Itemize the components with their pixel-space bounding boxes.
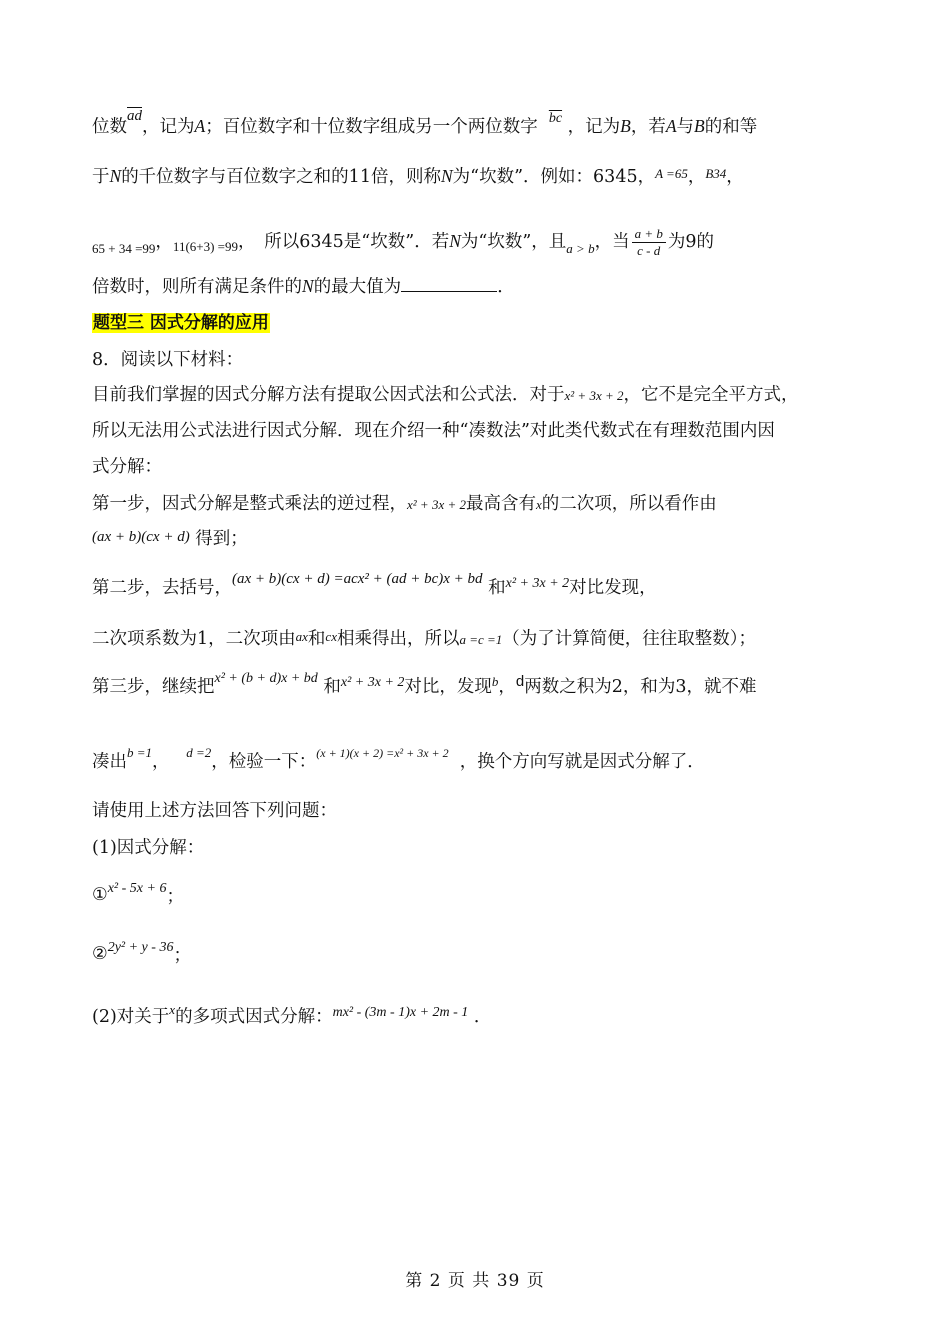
text: ，若 (630, 117, 666, 137)
question-8: 8．阅读以下材料： (92, 350, 244, 370)
text: 倍数时，则所有满足条件的 (92, 277, 302, 297)
math-cx: cx (325, 629, 337, 644)
text: 为“坎数”，且 (460, 232, 567, 252)
text: 目前我们掌握的因式分解方法有提取公因式法和公式法．对于 (92, 385, 565, 405)
math-A: A (665, 116, 677, 136)
text: (2)对关于 (92, 1007, 170, 1027)
math-expr: x² + 3x + 2 (407, 497, 466, 512)
step-3b (92, 745, 705, 775)
math-expr: 2y² + y - 36 (107, 940, 174, 955)
text: 和 (323, 677, 341, 697)
step-2b (92, 627, 756, 652)
math-eq: 11(6+3) =99 (172, 239, 239, 254)
question-2 (92, 1002, 492, 1031)
text: 位数 (92, 117, 127, 137)
step-1 (92, 492, 717, 517)
text: 第二步，去括号， (92, 578, 232, 598)
text: ，换个方向写就是因式分解了． (459, 752, 705, 772)
math-bc: bc (548, 111, 563, 126)
math-expr: x² + 3x + 2 (340, 675, 405, 690)
text: ，它不是完全平方式， (623, 385, 799, 405)
material-line-2: 所以无法用公式法进行因式分解．现在介绍一种“凑数法”对此类代数式在有理数范围内因 (92, 421, 775, 441)
section-title (92, 311, 270, 335)
text: 和 (488, 578, 506, 598)
text: 的二次项，所以看作由 (541, 494, 717, 514)
math-expr: (ax + b)(cx + d) =acx² + (ad + bc)x + bd (232, 571, 483, 587)
step-3 (92, 671, 757, 701)
math-cond: a > b (566, 241, 595, 256)
para-line-2 (92, 164, 744, 190)
math-B: B (620, 116, 631, 136)
page-footer: 第 2 页 共 39 页 (405, 1271, 545, 1291)
math-N: N (302, 276, 314, 296)
math-x: x (535, 497, 542, 512)
text: 的最大值为 (313, 277, 402, 297)
text: ；百位数字和十位数字组成另一个两位数字 (205, 117, 538, 137)
text: ； (166, 887, 184, 907)
text: 得到； (195, 529, 248, 549)
fraction-denominator: c - d (637, 243, 661, 258)
answer-blank (401, 275, 497, 292)
math-expr: mx² - (3m - 1)x + 2m - 1 (332, 1005, 469, 1020)
text: ； (173, 946, 191, 966)
math-A: A (194, 116, 206, 136)
circle-2-icon: ② (92, 944, 108, 964)
text: 两数之积为2，和为3，就不难 (524, 677, 757, 697)
step-2 (92, 571, 657, 602)
text: ， 所以6345是“坎数”．若 (238, 232, 450, 252)
circle-1-icon: ① (92, 885, 108, 905)
math-b: b (491, 674, 499, 689)
math-B: B (694, 116, 705, 136)
math-ad: $\overline{ad}$ (127, 108, 142, 124)
text: 最高含有 (465, 494, 536, 514)
fraction-numerator: a + b (632, 226, 666, 243)
math-eq: d =2 (186, 745, 212, 760)
para-line-4 (92, 274, 515, 299)
text: 和 (307, 629, 326, 649)
math-expr: (x + 1)(x + 2) =x² + 3x + 2 (316, 746, 449, 760)
math-expr: x² - 5x + 6 (107, 881, 167, 896)
math-N: N (109, 166, 122, 186)
text: 第三步，继续把 (92, 677, 215, 697)
question-1a (92, 875, 184, 907)
text: ，记为 (567, 117, 621, 137)
text: ， (687, 167, 706, 187)
material-line-1 (92, 383, 798, 408)
text: 的千位数字与百位数字之和的11倍，则称 (121, 167, 441, 187)
math-eq: 65 + 34 =99 (92, 241, 156, 256)
math-expr: x² + 3x + 2 (564, 388, 624, 403)
text: ， (726, 167, 744, 187)
fraction (632, 226, 666, 259)
math-N: N (449, 231, 461, 251)
math-expr: x² + (b + d)x + bd (214, 671, 318, 686)
math-eq: b =1 (127, 745, 153, 760)
text: 为“坎数”．例如：6345， (452, 167, 656, 187)
text: 的多项式因式分解： (175, 1007, 333, 1027)
math-eq: B34 (705, 166, 727, 181)
text: ， (498, 677, 516, 697)
text: ， (152, 752, 170, 772)
text: ，检验一下： (211, 752, 317, 772)
step-1b (92, 527, 248, 552)
math-N: N (440, 166, 453, 186)
math-expr: (ax + b)(cx + d) (92, 529, 190, 545)
text: 二次项系数为1，二次项由 (92, 629, 296, 649)
question-1: (1)因式分解： (92, 838, 205, 858)
text: 的和等 (704, 117, 758, 137)
text: ． (497, 277, 515, 297)
text: 对比发现， (569, 578, 657, 598)
text: 第一步，因式分解是整式乘法的逆过程， (92, 494, 407, 514)
instruction: 请使用上述方法回答下列问题： (92, 801, 337, 821)
math-eq: A =65 (655, 166, 688, 181)
text: ． (473, 1007, 492, 1027)
material-line-3: 式分解： (92, 457, 162, 477)
math-d: d (515, 673, 525, 690)
text: 凑出 (92, 752, 127, 772)
math-expr: x² + 3x + 2 (505, 576, 570, 591)
text: ，当 (594, 232, 630, 252)
para-line-1 (92, 108, 758, 141)
text: ，记为 (142, 117, 195, 137)
math-x: x (169, 1002, 176, 1017)
text: 为9的 (667, 232, 714, 252)
text: 与 (676, 117, 695, 137)
question-1b (92, 934, 191, 966)
para-line-3 (92, 226, 714, 259)
text: ， (155, 232, 173, 252)
math-ax: ax (295, 629, 308, 644)
text: 相乘得出，所以 (336, 629, 460, 649)
text: 对比，发现 (404, 677, 492, 697)
section-title-text: 题型三 因式分解的应用 (93, 313, 269, 333)
text: （为了计算简便，往往取整数）； (502, 629, 757, 649)
math-eq: a =c =1 (459, 632, 503, 647)
text: 于 (92, 167, 110, 187)
